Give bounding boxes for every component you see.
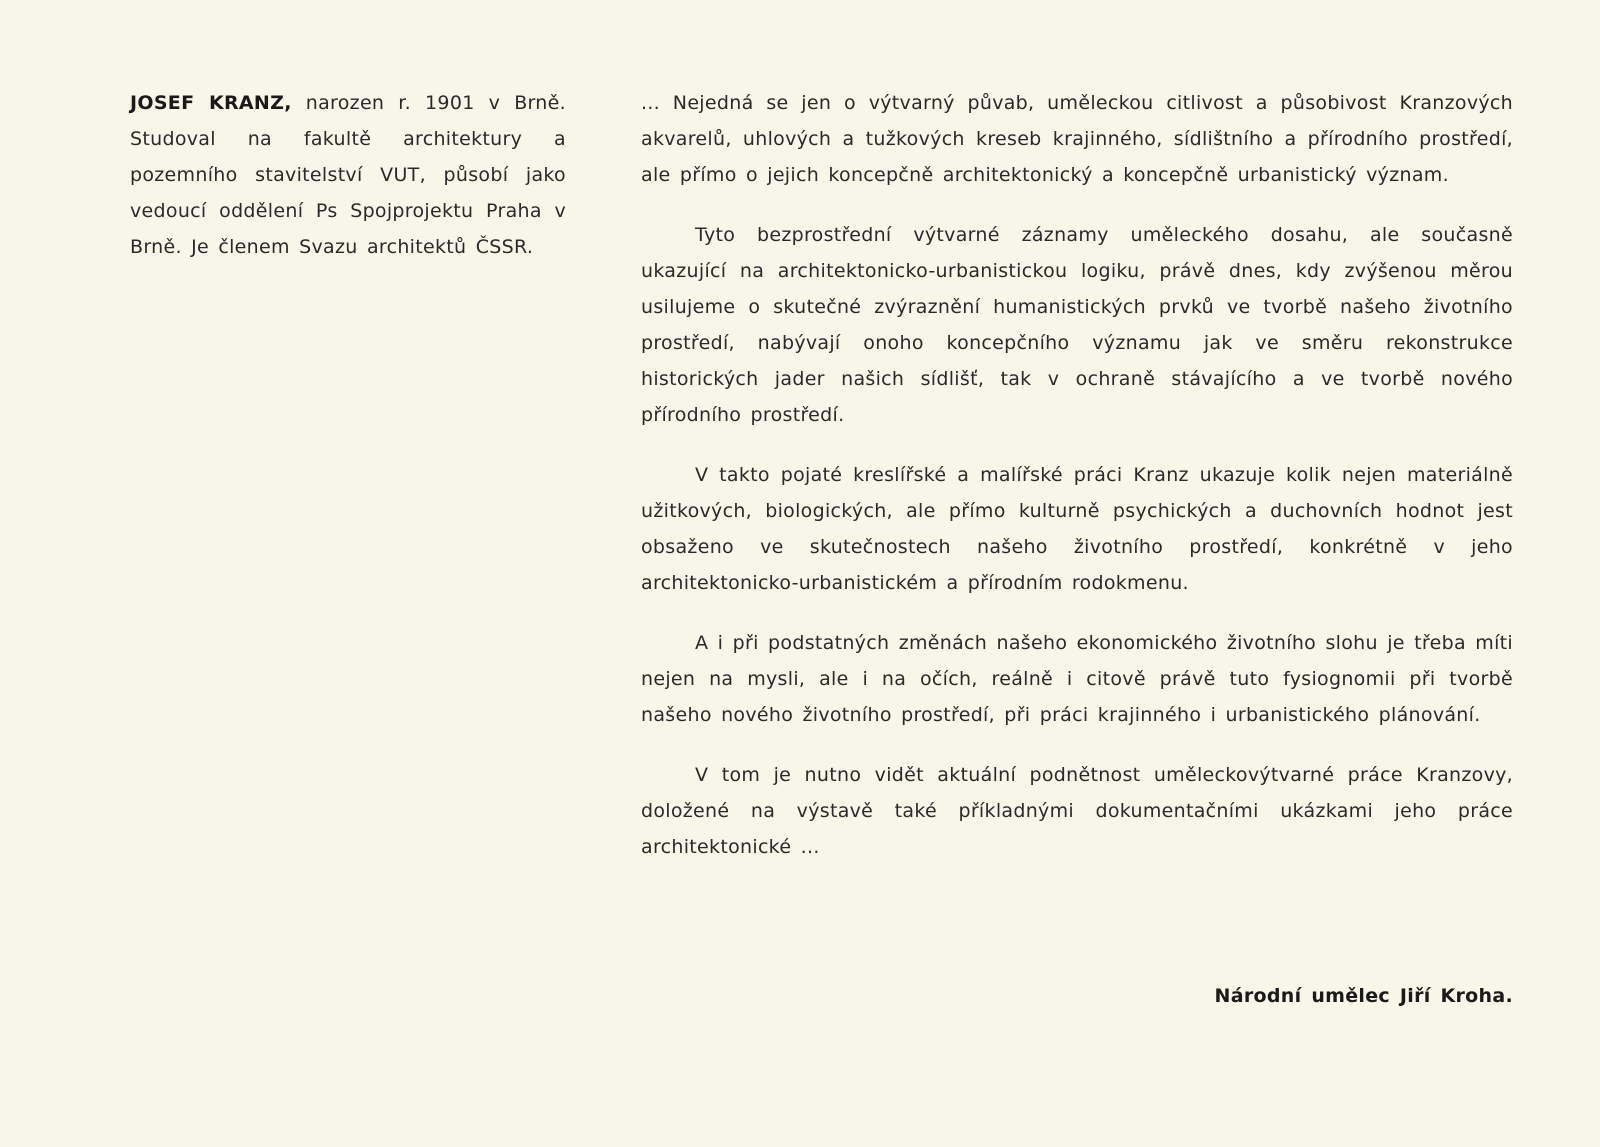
essay-paragraph-4: A i při podstatných změnách našeho ekonomického životního slohu je třeba míti nejen na mysli, ale i na očích, reálně i citově právě tuto fysiognomii při tvorbě našeho nového životního prostředí, při práci krajinného i urbanistického plánování. [641,632,1513,726]
essay-paragraph-1: ... Nejedná se jen o výtvarný půvab, uměleckou citlivost a působivost Kranzových akvarelů, uhlových a tužkových kreseb krajinného, sídlištního a přírodního prostředí, ale přímo o jejich koncepčně architektonický a koncepčně urbanistický význam. [641,92,1513,186]
essay-paragraph-5: V tom je nutno vidět aktuální podnětnost uměleckovýtvarné práce Kranzovy, doložené na výstavě také příkladnými dokumentačními ukázkami jeho práce architektonické ... [641,764,1513,858]
essay-text [641,85,1513,889]
author-bio [130,85,566,265]
essay-signature: Národní umělec Jiří Kroha. [1214,985,1513,1007]
essay-paragraph-3: V takto pojaté kreslířské a malířské práci Kranz ukazuje kolik nejen materiálně užitkových, biologických, ale přímo kulturně psychických a duchovních hodnot jest obsaženo ve skutečnostech našeho životního prostředí, konkrétně v jeho architektonicko-urbanistickém a přírodním rodokmenu. [641,464,1513,594]
author-name: JOSEF KRANZ, [130,92,292,114]
essay-paragraph-2: Tyto bezprostřední výtvarné záznamy uměleckého dosahu, ale současně ukazující na architektonicko-urbanistickou logiku, právě dnes, kdy zvýšenou měrou usilujeme o skutečné zvýraznění humanistických prvků ve tvorbě našeho životního prostředí, nabývají onoho koncepčního významu jak ve směru rekonstrukce historických jader našich sídlišť, tak v ochraně stávajícího a ve tvorbě nového přírodního prostředí. [641,224,1513,426]
author-bio-text: narozen r. 1901 v Brně. Studoval na fakultě architektury a pozemního stavitelství VUT, působí jako vedoucí oddělení Ps Spojprojektu Praha v Brně. Je členem Svazu architektů ČSSR. [130,92,566,258]
